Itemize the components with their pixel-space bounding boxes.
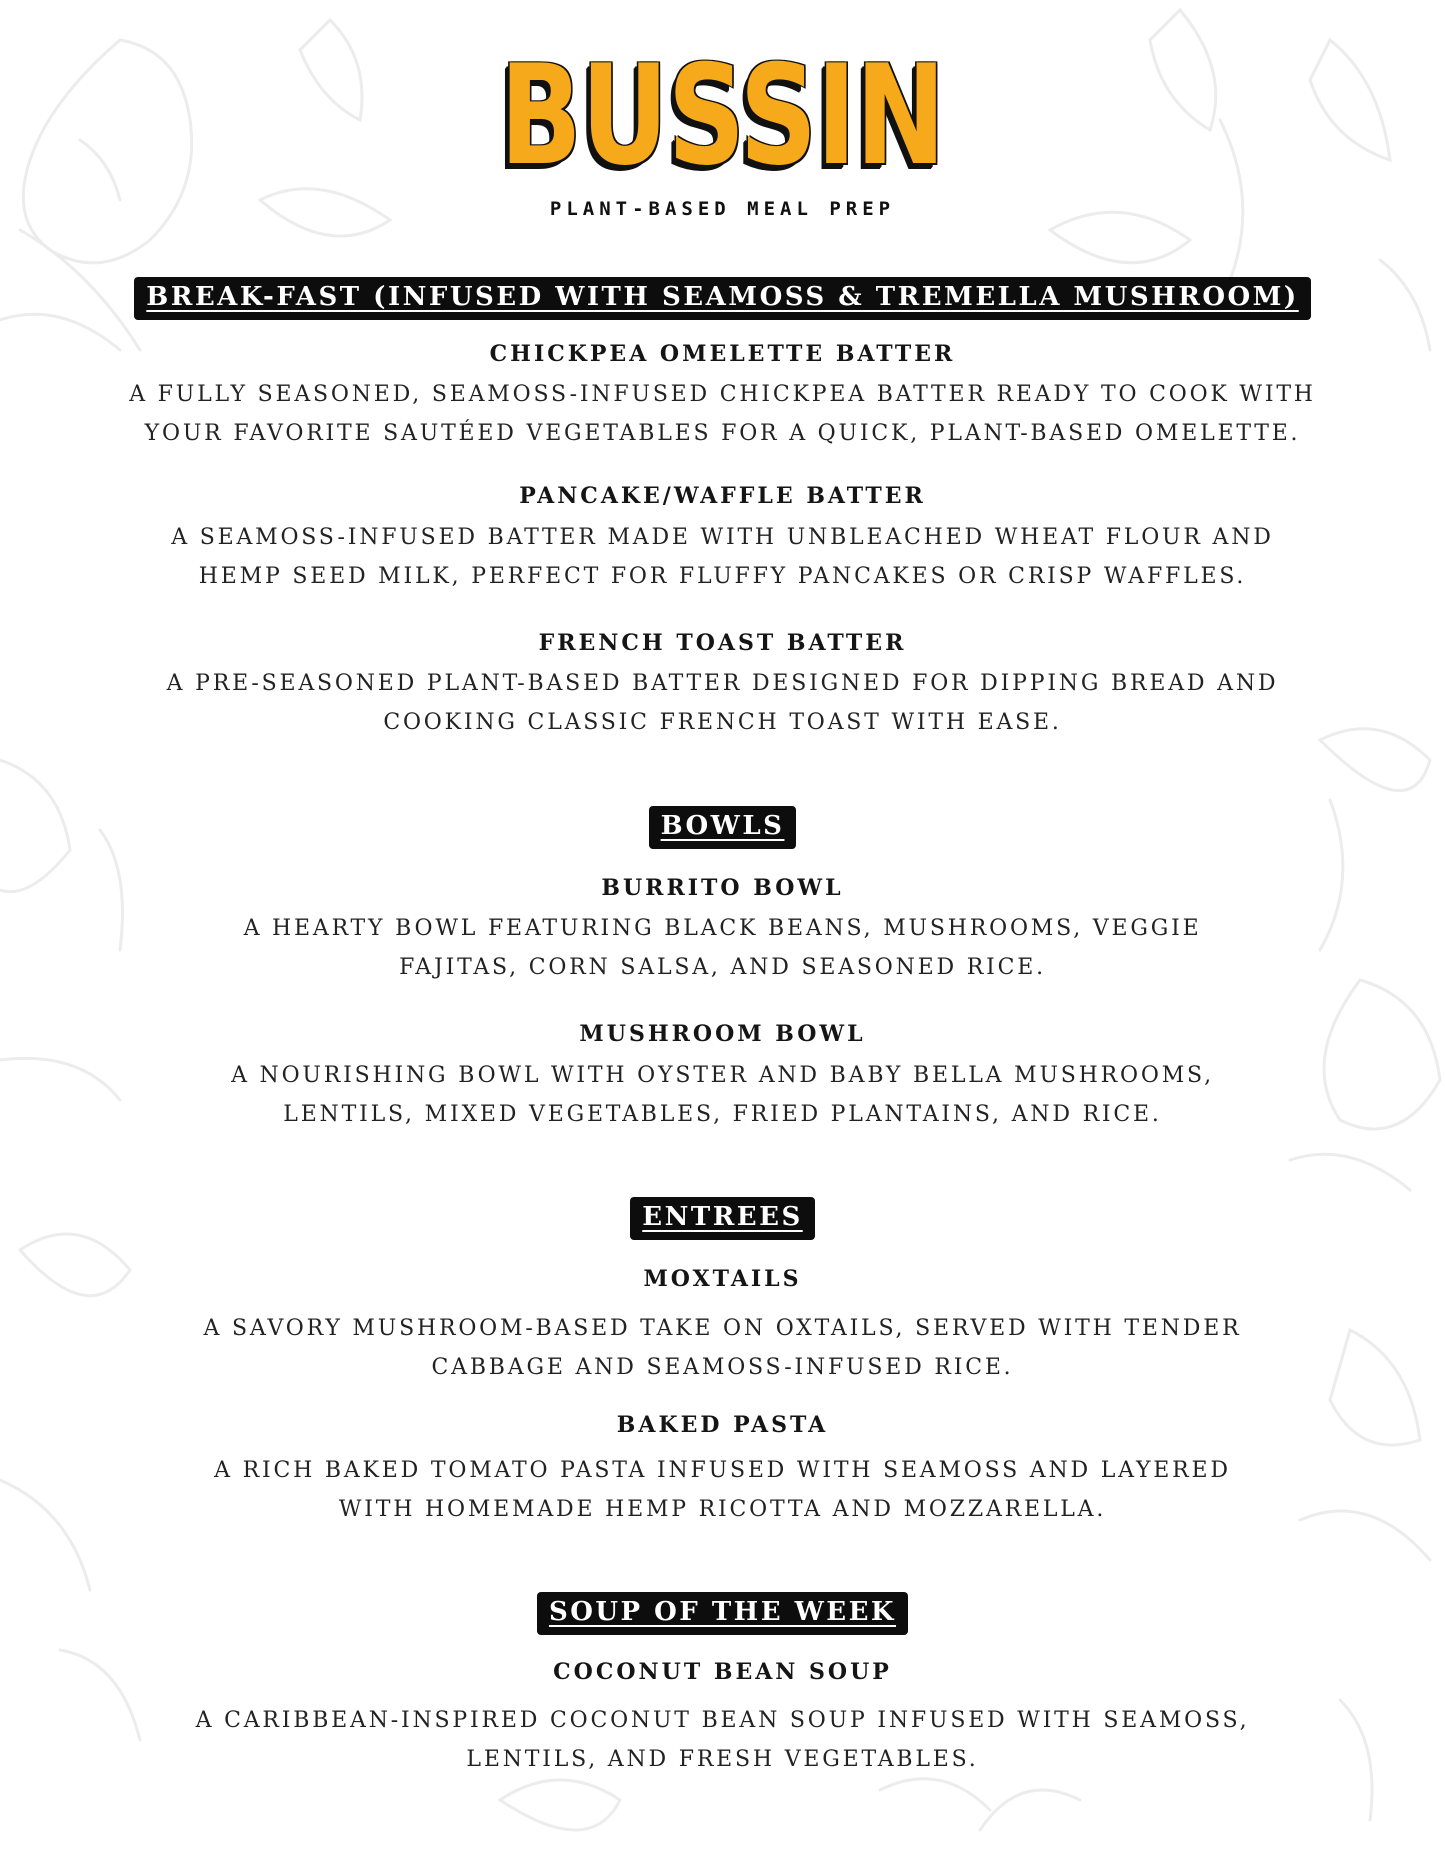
item-title-coconut-bean-soup: COCONUT BEAN SOUP <box>553 1659 892 1685</box>
description-line: CABBAGE AND SEAMOSS-INFUSED RICE. <box>431 1355 1014 1380</box>
item-title-chickpea-omelette-batter: CHICKPEA OMELETTE BATTER <box>489 341 956 367</box>
description-line: A SAVORY MUSHROOM-BASED TAKE ON OXTAILS, SERVED WITH TENDER <box>203 1316 1242 1341</box>
item-description <box>100 664 1345 742</box>
description-line: LENTILS, AND FRESH VEGETABLES. <box>466 1747 979 1772</box>
description-line: A CARIBBEAN-INSPIRED COCONUT BEAN SOUP INFUSED WITH SEAMOSS, <box>195 1708 1250 1733</box>
item-title-pancake-waffle-batter: PANCAKE/WAFFLE BATTER <box>519 483 926 509</box>
description-line: A PRE-SEASONED PLANT-BASED BATTER DESIGNED FOR DIPPING BREAD AND <box>166 671 1279 696</box>
item-description <box>100 1309 1345 1387</box>
item-title-mushroom-bowl: MUSHROOM BOWL <box>579 1021 866 1047</box>
item-title-baked-pasta: BAKED PASTA <box>616 1412 829 1438</box>
section-header-soup-of-the-week <box>0 1592 1445 1635</box>
section-header-entrees <box>0 1197 1445 1240</box>
description-line: COOKING CLASSIC FRENCH TOAST WITH EASE. <box>383 710 1062 735</box>
section-header-label: BREAK-FAST (INFUSED WITH SEAMOSS & TREMELLA MUSHROOM) <box>134 277 1310 320</box>
item-description <box>100 1056 1345 1134</box>
description-line: A NOURISHING BOWL WITH OYSTER AND BABY BELLA MUSHROOMS, <box>231 1063 1214 1088</box>
description-line: A HEARTY BOWL FEATURING BLACK BEANS, MUSHROOMS, VEGGIE <box>243 916 1202 941</box>
description-line: LENTILS, MIXED VEGETABLES, FRIED PLANTAINS, AND RICE. <box>283 1102 1162 1127</box>
description-line: A FULLY SEASONED, SEAMOSS-INFUSED CHICKPEA BATTER READY TO COOK WITH <box>129 382 1316 407</box>
description-line: A SEAMOSS-INFUSED BATTER MADE WITH UNBLEACHED WHEAT FLOUR AND <box>171 525 1274 550</box>
item-title-moxtails: MOXTAILS <box>643 1266 802 1292</box>
item-title-french-toast-batter: FRENCH TOAST BATTER <box>538 630 907 656</box>
section-header-breakfast <box>0 277 1445 320</box>
description-line: HEMP SEED MILK, PERFECT FOR FLUFFY PANCAKES OR CRISP WAFFLES. <box>198 564 1247 589</box>
description-line: YOUR FAVORITE SAUTÉED VEGETABLES FOR A QUICK, PLANT-BASED OMELETTE. <box>144 421 1301 446</box>
logo <box>0 35 1445 196</box>
section-header-bowls <box>0 806 1445 849</box>
item-description <box>100 1451 1345 1529</box>
item-description <box>100 909 1345 987</box>
section-header-label: SOUP OF THE WEEK <box>537 1592 908 1635</box>
section-header-label: BOWLS <box>649 806 797 849</box>
item-description <box>100 518 1345 596</box>
item-description <box>100 375 1345 453</box>
item-title-burrito-bowl: BURRITO BOWL <box>601 875 844 901</box>
logo-tagline: PLANT-BASED MEAL PREP <box>549 198 896 220</box>
logo-wordmark: BUSSIN <box>499 35 946 196</box>
description-line: FAJITAS, CORN SALSA, AND SEASONED RICE. <box>399 955 1046 980</box>
item-description <box>100 1701 1345 1779</box>
description-line: WITH HOMEMADE HEMP RICOTTA AND MOZZARELLA. <box>338 1497 1107 1522</box>
section-header-label: ENTREES <box>630 1197 814 1240</box>
description-line: A RICH BAKED TOMATO PASTA INFUSED WITH SEAMOSS AND LAYERED <box>214 1458 1231 1483</box>
